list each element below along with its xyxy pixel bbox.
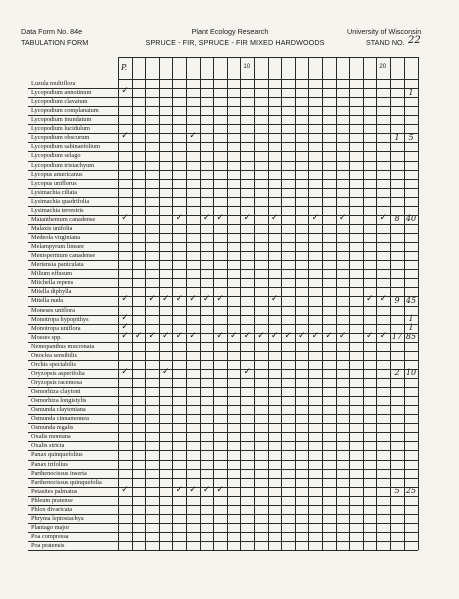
form-title: TABULATION FORM	[21, 38, 89, 47]
check-mark: ✓	[379, 330, 388, 341]
grid-vline	[254, 57, 255, 550]
university-name: University of Wisconsin	[347, 27, 422, 36]
check-mark: ✓	[257, 330, 265, 341]
check-mark: ✓	[338, 212, 347, 223]
grid-hline	[28, 441, 418, 442]
species-label: Osmunda claytoniana	[31, 406, 86, 414]
grid-hline	[28, 306, 418, 307]
check-mark: ✓	[121, 321, 129, 332]
species-label: Monotropa hypopithys	[31, 315, 89, 323]
species-label: Milium effusum	[31, 270, 72, 278]
form-subtitle: SPRUCE - FIR, SPRUCE - FIR MIXED HARDWOODS	[145, 38, 325, 47]
species-label: Lycopodium annotinum	[31, 89, 92, 97]
species-label: Nemopanthus mucronata	[31, 342, 95, 350]
species-label: Luzula multiflora	[31, 80, 76, 87]
grid-hline	[28, 233, 418, 234]
check-mark: ✓	[162, 366, 170, 377]
check-mark: ✓	[270, 212, 279, 223]
grid-hline	[28, 523, 418, 524]
species-label: Medeola virginiana	[31, 234, 81, 242]
grid-hline	[28, 550, 418, 551]
species-label: Mitchella repens	[31, 279, 74, 287]
species-label: Osmorhiza claytoni	[31, 388, 81, 396]
species-label: Lysimachia ciliata	[31, 188, 77, 196]
grid-hline	[28, 179, 418, 180]
grid-hline	[28, 378, 418, 379]
check-mark: ✓	[230, 330, 238, 341]
check-mark: ✓	[379, 212, 388, 223]
total-value: 25	[405, 486, 417, 496]
species-label: Panax trifolius	[31, 460, 68, 468]
species-label: Phlox divaricata	[31, 505, 73, 513]
check-mark: ✓	[162, 294, 170, 305]
species-label: Monotropa uniflora	[31, 324, 81, 332]
species-label: Lycopodium selago	[31, 152, 81, 160]
total-value: 40	[405, 214, 417, 224]
species-label: Menispermum canadense	[31, 252, 96, 260]
grid-vline	[418, 57, 419, 550]
check-mark: ✓	[243, 366, 252, 377]
grid-hline	[28, 396, 418, 397]
species-label: Oryzopsis asperifolia	[31, 369, 85, 377]
column-mark-first: P.	[121, 63, 128, 72]
column-number-20: 20	[379, 64, 387, 70]
grid-hline	[28, 242, 418, 243]
stand-label: STAND NO.	[366, 38, 405, 47]
grid-vline	[281, 57, 282, 550]
check-mark: ✓	[202, 484, 211, 495]
species-label: Mitella diphylla	[31, 288, 72, 296]
grid-hline	[28, 405, 418, 406]
check-mark: ✓	[175, 484, 184, 495]
total-value: 45	[405, 295, 417, 305]
grid-vline	[227, 57, 228, 550]
species-label: Malaxis unifolia	[31, 224, 73, 232]
check-mark: ✓	[189, 294, 197, 305]
grid-hline	[28, 514, 418, 515]
check-mark: ✓	[298, 330, 306, 341]
grid-vline	[322, 57, 323, 550]
grid-hline	[28, 170, 418, 171]
check-mark: ✓	[121, 212, 129, 223]
check-mark: ✓	[243, 212, 252, 223]
species-label: Lycopodium complanatum	[31, 107, 99, 115]
species-label: Poa pratensis	[31, 542, 65, 550]
grid-hline	[28, 351, 418, 352]
species-label: Oryzopsis racemosa	[31, 378, 82, 386]
species-label: Lycopodium clavatum	[31, 98, 88, 106]
total-value: 10	[405, 368, 417, 378]
check-mark: ✓	[121, 312, 129, 323]
grid-vline	[295, 57, 296, 550]
grid-hline	[28, 360, 418, 361]
species-label: Melampyrum lineare	[31, 243, 84, 251]
grid-vline	[349, 57, 350, 550]
grid-vline	[132, 57, 133, 550]
grid-hline	[28, 269, 418, 270]
grid-hline	[28, 505, 418, 506]
species-label: Parthenocissus inserta	[31, 469, 87, 477]
species-label: Maianthemum canadense	[31, 215, 96, 223]
grid-vline	[308, 57, 309, 550]
total-value: 1	[408, 323, 414, 333]
check-mark: ✓	[379, 294, 388, 305]
check-mark: ✓	[216, 294, 224, 305]
total-value: 1	[408, 87, 414, 97]
species-label: Mertensia paniculata	[31, 261, 84, 269]
check-mark: ✓	[189, 484, 197, 495]
species-label: Plantago major	[31, 523, 70, 531]
check-mark: ✓	[216, 484, 224, 495]
grid-hline	[118, 57, 418, 58]
check-mark: ✓	[121, 484, 129, 495]
check-mark: ✓	[121, 330, 129, 341]
species-label: Orchis spectabilis	[31, 360, 76, 368]
species-label: Lycopodium obscurum	[31, 134, 90, 142]
species-label: Osmunda cinnamomea	[31, 415, 89, 423]
species-label: Moneses uniflora	[31, 306, 75, 314]
grid-hline	[28, 532, 418, 533]
total-value: 1	[408, 314, 414, 324]
check-mark: ✓	[284, 330, 292, 341]
grid-hline	[28, 369, 418, 370]
check-mark: ✓	[311, 330, 320, 341]
grid-hline	[28, 432, 418, 433]
check-mark: ✓	[366, 330, 374, 341]
check-mark: ✓	[189, 131, 197, 142]
frequency-value: 17	[391, 332, 403, 342]
check-mark: ✓	[121, 131, 129, 142]
grid-hline	[28, 260, 418, 261]
frequency-value: 5	[394, 486, 400, 496]
grid-vline	[240, 57, 241, 550]
species-label: Parthenocissus quinquefolia	[31, 478, 102, 486]
check-mark: ✓	[311, 212, 320, 223]
species-label: Osmorhiza longistylis	[31, 397, 87, 405]
check-mark: ✓	[175, 294, 184, 305]
grid-hline	[28, 496, 418, 497]
check-mark: ✓	[148, 294, 156, 305]
species-label: Oxalis stricta	[31, 442, 65, 450]
grid-vline	[336, 57, 337, 550]
frequency-value: 1	[394, 132, 400, 142]
form-number: Data Form No. 84e	[21, 27, 83, 36]
species-label: Lycopodium tristachyum	[31, 161, 95, 169]
check-mark: ✓	[121, 86, 129, 97]
check-mark: ✓	[121, 366, 129, 377]
species-label: Onoclea sensibilis	[31, 351, 77, 359]
check-mark: ✓	[134, 330, 143, 341]
check-mark: ✓	[338, 330, 347, 341]
organization: Plant Ecology Research	[191, 27, 269, 36]
check-mark: ✓	[243, 330, 252, 341]
species-label: Lycopodium sabinaefolium	[31, 143, 101, 151]
species-label: Oxalis montana	[31, 433, 71, 441]
species-label: Poa compressa	[31, 533, 69, 540]
species-label: Lysimachia terrestris	[31, 206, 84, 214]
total-value: 5	[408, 132, 414, 142]
species-label: Lycopodium lucidulum	[31, 125, 90, 133]
check-mark: ✓	[270, 330, 279, 341]
frequency-value: 2	[394, 368, 400, 378]
check-mark: ✓	[162, 330, 170, 341]
check-mark: ✓	[175, 330, 184, 341]
check-mark: ✓	[366, 294, 374, 305]
species-label: Mitella nuda	[31, 297, 64, 305]
grid-hline	[28, 460, 418, 461]
stand-number: 22	[408, 35, 421, 46]
frequency-value: 8	[394, 214, 400, 224]
check-mark: ✓	[270, 294, 279, 305]
grid-hline	[28, 423, 418, 424]
column-number-10: 10	[243, 64, 251, 70]
species-label: Lycopus uniflorus	[31, 179, 77, 187]
grid-hline	[28, 278, 418, 279]
species-label: Panax quinquefolius	[31, 451, 83, 459]
grid-hline	[28, 324, 418, 325]
total-value: 85	[405, 332, 417, 342]
species-label: Mosses spp.	[31, 333, 62, 341]
grid-hline	[28, 287, 418, 288]
species-label: Lycopodium inundatum	[31, 116, 92, 124]
species-label: Phryma leptostachya	[31, 514, 84, 522]
check-mark: ✓	[148, 330, 156, 341]
check-mark: ✓	[202, 212, 211, 223]
species-label: Petasites palmatus	[31, 487, 78, 495]
species-label: Phleum pratense	[31, 496, 73, 504]
check-mark: ✓	[325, 330, 333, 341]
grid-hline	[28, 188, 418, 189]
check-mark: ✓	[202, 294, 211, 305]
check-mark: ✓	[189, 330, 197, 341]
grid-hline	[28, 387, 418, 388]
grid-hline	[28, 541, 418, 542]
check-mark: ✓	[121, 294, 129, 305]
check-mark: ✓	[175, 212, 184, 223]
species-label: Lysimachia quadrifolia	[31, 197, 90, 205]
frequency-value: 9	[394, 295, 400, 305]
grid-hline	[28, 224, 418, 225]
grid-hline	[28, 206, 418, 207]
check-mark: ✓	[216, 212, 224, 223]
grid-hline	[28, 450, 418, 451]
grid-hline	[118, 79, 418, 80]
grid-hline	[28, 151, 418, 152]
check-mark: ✓	[216, 330, 224, 341]
species-label: Lycopus americanus	[31, 170, 83, 178]
species-label: Osmunda regalis	[31, 424, 74, 432]
